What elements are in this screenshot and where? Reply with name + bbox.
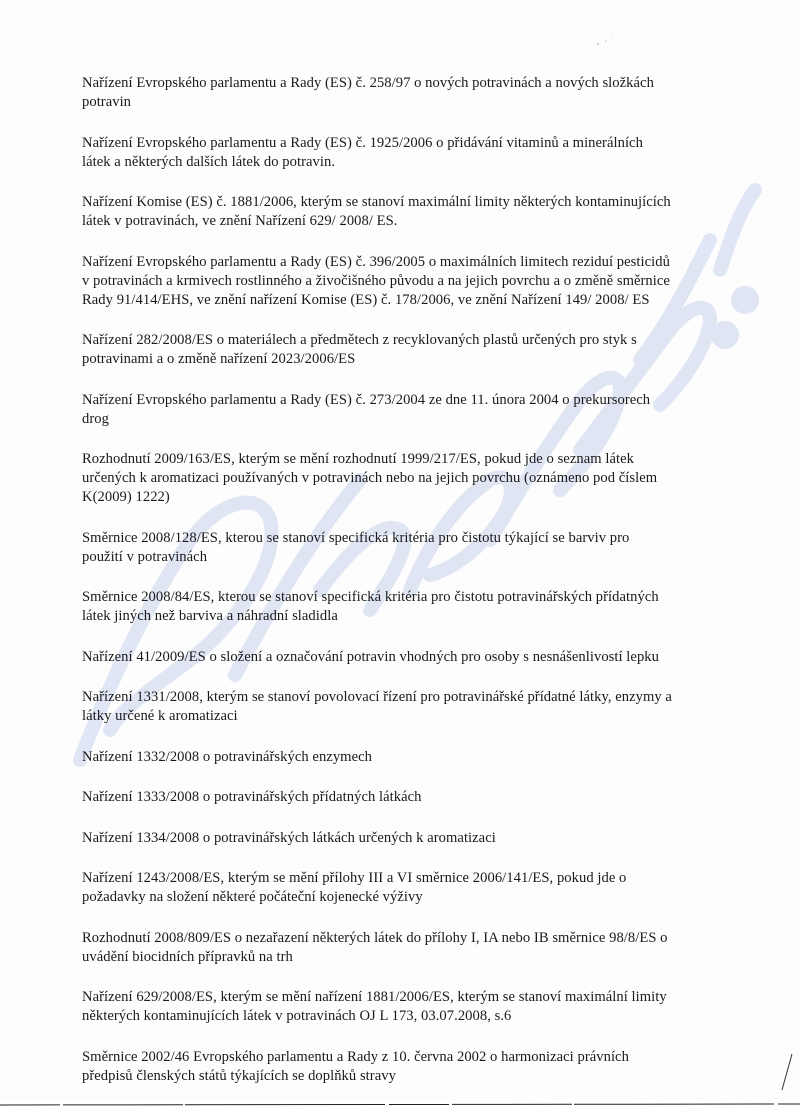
regulation-entry xyxy=(82,253,730,310)
regulation-entry-line: Nařízení 1334/2008 o potravinářských látkách určených k aromatizaci xyxy=(82,829,496,846)
regulation-entry-line: použití v potravinách xyxy=(82,548,208,565)
regulation-entry xyxy=(82,134,730,172)
regulation-entry xyxy=(82,829,730,848)
regulation-entry xyxy=(82,588,730,626)
regulation-entry-line: drog xyxy=(82,410,109,427)
regulation-entry-line: Nařízení Evropského parlamentu a Rady (ES) č. 258/97 o nových potravinách a nových složkách xyxy=(82,75,654,91)
scan-corner-mark xyxy=(780,1052,794,1092)
regulation-entry xyxy=(82,788,730,807)
regulation-entry-line: potravin xyxy=(82,94,132,110)
regulation-entry xyxy=(82,988,730,1026)
regulation-entry-line: některých kontaminujících látek v potravinách OJ L 173, 03.07.2008, s.6 xyxy=(82,1008,512,1024)
regulation-entry xyxy=(82,450,730,507)
regulation-entry-line: Nařízení 282/2008/ES o materiálech a předmětech z recyklovaných plastů určených pro styk s xyxy=(82,332,637,348)
regulation-entry-line: Nařízení 1332/2008 o potravinářských enzymech xyxy=(82,748,372,765)
scan-bottom-edge xyxy=(0,1094,800,1098)
regulation-entry-line: K(2009) 1222) xyxy=(82,489,170,505)
regulation-entry xyxy=(82,929,730,967)
regulation-entry-line: Rady 91/414/EHS, ve znění nařízení Komise (ES) č. 178/2006, ve znění Nařízení 149/ 2008/ ES xyxy=(82,291,650,308)
regulation-entry-line: látky určené k aromatizaci xyxy=(82,708,238,724)
regulation-entry-line: látek a některých dalších látek do potravin. xyxy=(82,153,336,170)
regulation-entry-line: látek jiných než barviva a náhradní sladidla xyxy=(82,608,338,624)
regulation-entry-line: potravinami a o změně nařízení 2023/2006/ES xyxy=(82,351,356,367)
regulation-entry xyxy=(82,193,730,231)
regulation-entry-line: Rozhodnutí 2009/163/ES, kterým se mění rozhodnutí 1999/217/ES, pokud jde o seznam látek xyxy=(82,451,634,467)
regulation-entry-line: Rozhodnutí 2008/809/ES o nezařazení některých látek do přílohy I, IA nebo IB směrnice 98/8/ES o xyxy=(82,929,668,946)
regulation-entry-line: Směrnice 2008/128/ES, kterou se stanoví specifická kritéria pro čistotu týkající se barviv pro xyxy=(82,529,630,546)
regulation-entry xyxy=(82,74,730,112)
scan-specks xyxy=(560,28,620,48)
regulation-entry xyxy=(82,869,730,907)
regulation-entry xyxy=(82,1048,730,1086)
regulation-entry-line: látek v potravinách, ve znění Nařízení 629/ 2008/ ES. xyxy=(82,213,398,229)
regulation-entry-line: požadavky na složení některé počáteční kojenecké výživy xyxy=(82,889,423,905)
regulation-entry-line: Nařízení Evropského parlamentu a Rady (ES) č. 396/2005 o maximálních limitech reziduí pesticidů xyxy=(82,253,670,270)
regulation-entry-line: Směrnice 2008/84/ES, kterou se stanoví specifická kritéria pro čistotu potravinářských přídatných xyxy=(82,589,659,605)
regulation-entry-line: Nařízení 629/2008/ES, kterým se mění nařízení 1881/2006/ES, kterým se stanoví maximální limity xyxy=(82,989,667,1005)
regulation-entry xyxy=(82,529,730,567)
regulation-entry-line: předpisů členských států týkajících se doplňků stravy xyxy=(82,1067,396,1084)
regulation-entry-line: v potravinách a krmivech rostlinného a živočišného původu a na jejich povrchu a o změně směrnice xyxy=(82,272,670,289)
regulation-entry xyxy=(82,748,730,767)
regulation-entry xyxy=(82,331,730,369)
regulation-entry-line: Směrnice 2002/46 Evropského parlamentu a Rady z 10. června 2002 o harmonizaci právních xyxy=(82,1048,629,1065)
regulation-entry-line: Nařízení 41/2009/ES o složení a označování potravin vhodných pro osoby s nesnášenlivostí lepku xyxy=(82,648,659,665)
regulation-entry-line: Nařízení 1333/2008 o potravinářských přídatných látkách xyxy=(82,789,422,805)
regulation-entry-line: uvádění biocidních přípravků na trh xyxy=(82,948,293,965)
regulation-list xyxy=(82,74,730,1107)
regulation-entry-line: určených k aromatizaci používaných v potravinách nebo na jejich povrchu (oznámeno pod číslem xyxy=(82,470,658,486)
regulation-entry xyxy=(82,391,730,429)
regulation-entry xyxy=(82,688,730,726)
regulation-entry xyxy=(82,648,730,667)
regulation-entry-line: Nařízení Evropského parlamentu a Rady (ES) č. 273/2004 ze dne 11. února 2004 o prekursorech xyxy=(82,391,651,408)
regulation-entry-line: Nařízení Komise (ES) č. 1881/2006, kterým se stanoví maximální limity některých kontaminujících xyxy=(82,194,671,210)
regulation-entry-line: Nařízení 1243/2008/ES, kterým se mění přílohy III a VI směrnice 2006/141/ES, pokud jde o xyxy=(82,870,627,886)
regulation-entry-line: Nařízení Evropského parlamentu a Rady (ES) č. 1925/2006 o přidávání vitaminů a minerálních xyxy=(82,134,643,151)
regulation-entry-line: Nařízení 1331/2008, kterým se stanoví povolovací řízení pro potravinářské přídatné látky, enzymy a xyxy=(82,689,672,705)
